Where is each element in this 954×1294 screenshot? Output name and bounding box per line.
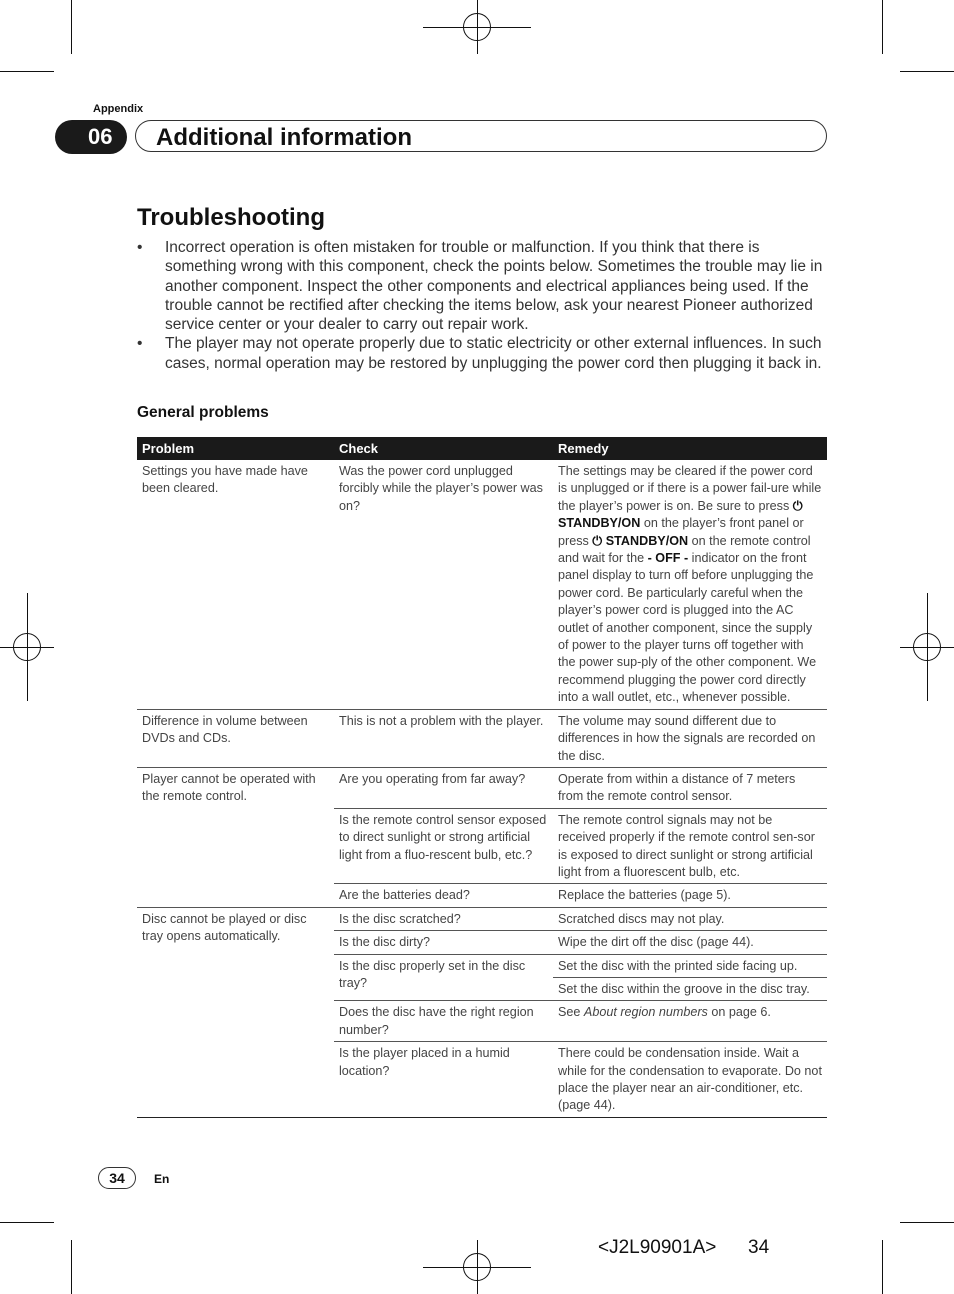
standby-on-label: ⏻ STANDBY/ON bbox=[558, 498, 803, 531]
column-header-check: Check bbox=[334, 437, 553, 460]
intro-bullet-list bbox=[137, 238, 827, 373]
region-numbers-reference: About region numbers bbox=[583, 1005, 708, 1020]
remedy-cell: The remote control signals may not be received properly if the remote control sen-sor is exposed to direct sunlight or strong artificial light from a fluorescent bulb, etc. bbox=[553, 808, 827, 884]
check-cell: Is the disc properly set in the disc tray? bbox=[334, 954, 553, 1001]
bullet-text: Incorrect operation is often mistaken for trouble or malfunction. If you think that there is something wrong with this component, check the points below. Sometimes the trouble may lie in another component. Inspect the other components and electrical appliances being used. If the trouble cannot be rectified after checking the items below, ask your nearest Pioneer authorized service center or your dealer to carry out repair work. bbox=[165, 239, 823, 334]
chapter-title: Additional information bbox=[156, 124, 412, 151]
check-cell: This is not a problem with the player. bbox=[334, 709, 553, 767]
list-item bbox=[137, 334, 827, 373]
crop-mark bbox=[0, 71, 54, 72]
remedy-cell: Operate from within a distance of 7 meters from the remote control sensor. bbox=[553, 767, 827, 808]
section-heading: General problems bbox=[137, 404, 269, 421]
crop-mark bbox=[900, 1222, 954, 1223]
remedy-cell: Set the disc with the printed side facing up. bbox=[553, 954, 827, 977]
off-indicator-label: - OFF - bbox=[647, 551, 689, 566]
table-header-row bbox=[137, 437, 827, 460]
registration-line bbox=[927, 593, 928, 701]
chapter-number-badge: 06 bbox=[55, 120, 127, 154]
bullet-icon: • bbox=[137, 335, 143, 353]
problem-cell: Difference in volume between DVDs and CDs. bbox=[137, 709, 334, 767]
table-row bbox=[137, 460, 827, 709]
language-label: En bbox=[154, 1172, 170, 1186]
section-label: Appendix bbox=[93, 103, 144, 115]
table-row bbox=[137, 709, 827, 767]
troubleshooting-table bbox=[137, 437, 827, 1118]
remedy-cell bbox=[553, 460, 827, 709]
standby-on-label: ⏻ STANDBY/ON bbox=[592, 533, 689, 548]
table-row bbox=[137, 907, 827, 930]
problem-cell: Player cannot be operated with the remote control. bbox=[137, 767, 334, 907]
check-cell: Is the disc scratched? bbox=[334, 907, 553, 930]
table-row bbox=[137, 767, 827, 808]
registration-line bbox=[477, 0, 478, 54]
document-code: <J2L90901A> bbox=[598, 1237, 717, 1258]
page-title: Troubleshooting bbox=[137, 204, 325, 231]
problem-cell: Settings you have made have been cleared. bbox=[137, 460, 334, 709]
check-cell: Are the batteries dead? bbox=[334, 884, 553, 907]
remedy-text: See bbox=[558, 1005, 584, 1020]
check-cell: Is the disc dirty? bbox=[334, 931, 553, 954]
remedy-text: on the remote control and wait for the bbox=[558, 533, 811, 566]
check-cell: Is the remote control sensor exposed to direct sunlight or strong artificial light from a fluo-rescent bulb, etc.? bbox=[334, 808, 553, 884]
bullet-text: The player may not operate properly due to static electricity or other external influences. In such cases, normal operation may be restored by unplugging the power cord then plugging it back in. bbox=[165, 335, 822, 372]
crop-mark bbox=[71, 0, 72, 54]
chapter-title-box bbox=[135, 120, 827, 152]
problem-cell: Disc cannot be played or disc tray opens automatically. bbox=[137, 907, 334, 1117]
remedy-cell: Set the disc within the groove in the disc tray. bbox=[553, 977, 827, 1000]
remedy-text: on page 6. bbox=[707, 1005, 771, 1020]
bullet-icon: • bbox=[137, 239, 143, 256]
remedy-text: on the player’s front panel or press bbox=[558, 516, 804, 548]
registration-line bbox=[27, 593, 28, 701]
column-header-remedy: Remedy bbox=[553, 437, 827, 460]
remedy-cell: Scratched discs may not play. bbox=[553, 907, 827, 930]
remedy-cell: There could be condensation inside. Wait a while for the condensation to evaporate. Do not place the player near an air-conditioner, etc. (page 44). bbox=[553, 1042, 827, 1118]
remedy-cell bbox=[553, 1001, 827, 1042]
crop-mark bbox=[900, 71, 954, 72]
list-item bbox=[137, 238, 827, 334]
remedy-text: The settings may be cleared if the power cord is unplugged or if there is a power fail-ure while the player’s power is on. Be sure to press bbox=[558, 464, 822, 513]
remedy-text: indicator on the front panel display to turn off before unplugging the power cord. Be particularly careful when the player’s power cord is plugged into the AC outlet of another component, since the supply of power to the player turns off together with the power sup-ply of the other component. We recommend plugging the power cord directly into a wall outlet, etc., whenever possible. bbox=[558, 551, 817, 705]
crop-mark bbox=[71, 1240, 72, 1294]
remedy-cell: The volume may sound different due to differences in how the signals are recorded on the disc. bbox=[553, 709, 827, 767]
crop-mark bbox=[882, 1240, 883, 1294]
check-cell: Is the player placed in a humid location? bbox=[334, 1042, 553, 1118]
column-header-problem: Problem bbox=[137, 437, 334, 460]
registration-line bbox=[477, 1240, 478, 1294]
remedy-cell: Wipe the dirt off the disc (page 44). bbox=[553, 931, 827, 954]
document-page-number: 34 bbox=[748, 1237, 770, 1258]
crop-mark bbox=[882, 0, 883, 54]
page-number-badge: 34 bbox=[98, 1167, 136, 1189]
check-cell: Are you operating from far away? bbox=[334, 767, 553, 808]
check-cell: Does the disc have the right region number? bbox=[334, 1001, 553, 1042]
check-cell: Was the power cord unplugged forcibly while the player’s power was on? bbox=[334, 460, 553, 709]
remedy-cell: Replace the batteries (page 5). bbox=[553, 884, 827, 907]
crop-mark bbox=[0, 1222, 54, 1223]
